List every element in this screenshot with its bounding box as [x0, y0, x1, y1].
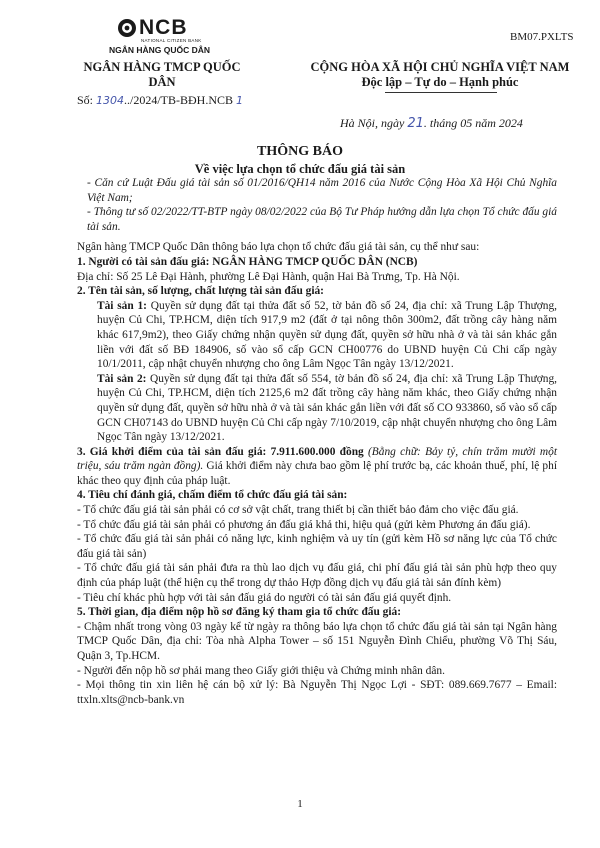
date-prefix: Hà Nội, ngày — [340, 116, 405, 130]
price-in-words: (Bằng chữ: Bảy tỷ, chín trăm mười một triệu, sáu trăm ngàn đồng). — [77, 445, 557, 473]
section-3-paragraph — [77, 445, 557, 489]
criteria-item: - Tổ chức đấu giá tài sản phải có năng lực, kinh nghiệm và uy tín (gửi kèm Hồ sơ năng lực của Tổ chức đấu giá tài sản) — [77, 533, 557, 560]
intro-paragraph: Ngân hàng TMCP Quốc Dân thông báo lựa chọn tổ chức đấu giá tài sản, cụ thể như sau: — [77, 241, 480, 254]
logo-tagline: NATIONAL CITIZEN BANK — [141, 38, 202, 43]
form-code: BM07.PXLTS — [510, 31, 574, 43]
date-line — [340, 116, 523, 131]
asset-2-label: Tài sản 2: — [97, 372, 147, 385]
ncb-logo — [105, 14, 225, 58]
date-day-handwritten: 21 — [407, 116, 424, 131]
motto-underline — [385, 92, 497, 93]
page-number: 1 — [297, 798, 303, 810]
basis-2: - Thông tư số 02/2022/TT-BTP ngày 08/02/2022 của Bộ Tư Pháp hướng dẫn lựa chọn Tổ chức đấu giá tài sản. — [87, 206, 557, 233]
criteria-item: - Tiêu chí khác phù hợp với tài sản đấu giá do người có tài sản đấu giá quyết định. — [77, 591, 452, 604]
motto: Độc lập – Tự do – Hạnh phúc — [361, 75, 519, 89]
submission-item: - Chậm nhất trong vòng 03 ngày kể từ ngày ra thông báo lựa chọn tổ chức đấu giá tài sản tại Ngân hàng TMCP Quốc Dân, địa chỉ: Tòa nhà Alpha Tower – số 151 Nguyễn Đình Chiểu, phường Võ Thị Sáu, Quận 3, Tp.HCM. — [77, 620, 557, 662]
asset-1-text: Quyền sử dụng đất tại thửa đất số 52, tờ bản đồ số 24, địa chỉ: xã Trung Lập Thượng, huyện Củ Chi, TP.HCM, diện tích 917,9 m2 (đất ở tại nông thôn 300m2, đất trồng cây hàng năm khác 617,9m2), theo Giấy chứng nhận quyền sử dụng đất, quyền sở hữu nhà ở và tài sản khác gắn liền với đất số BĐ 184906, số vào sổ cấp GCN CH00776 do UBND huyện Củ Chi cấp ngày 10/1/2011, cập nhật chuyển nhượng cho ông Lâm Ngọc Tân ngày 13/12/2021. — [97, 299, 558, 371]
asset-2-paragraph — [77, 372, 557, 445]
section-1-address: Địa chỉ: Số 25 Lê Đại Hành, phường Lê Đại Hành, quận Hai Bà Trưng, Tp. Hà Nội. — [77, 270, 460, 283]
logo-subtitle: NGÂN HÀNG QUỐC DÂN — [109, 45, 211, 55]
asset-1-paragraph — [77, 299, 557, 372]
org-name: NGÂN HÀNG TMCP QUỐC DÂN — [83, 60, 241, 89]
basis-1: - Căn cứ Luật Đấu giá tài sản số 01/2016/QH14 năm 2016 của Nước Cộng Hòa Xã Hội Chủ Nghĩa Việt Nam; — [87, 177, 557, 204]
submission-item: - Mọi thông tin xin liên hệ cán bộ xử lý: Bà Nguyễn Thị Ngọc Lợi - SĐT: 089.669.7677 – Email: ttxln.xlts@ncb-bank.vn — [77, 679, 557, 706]
asset-1-label: Tài sản 1: — [97, 299, 147, 312]
section-2-heading: 2. Tên tài sản, số lượng, chất lượng tài sản đấu giá: — [77, 285, 324, 298]
asset-2-text: Quyền sử dụng đất tại thửa đất số 554, tờ bản đồ số 24, địa chỉ: xã Trung Lập Thượng, huyện Củ Chi, TP.HCM, diện tích 2125,6 m2 đất trồng cây hàng năm khác, theo Giấy chứng nhận quyền sử dụng đất, quyền sở hữu nhà ở và tài sản khác gắn liền với đất số CO 933860, số vào sổ cấp GCN CH07143 do UBND huyện Củ Chi cấp ngày 7/10/2019, cập nhật chuyển nhượng cho ông Lâm Ngọc Tân ngày 13/12/2021. — [97, 372, 557, 444]
state-name: CỘNG HÒA XÃ HỘI CHỦ NGHĨA VIỆT NAM — [310, 60, 570, 74]
document-body — [77, 176, 557, 707]
date-suffix: . tháng 05 năm 2024 — [423, 116, 523, 130]
criteria-item: - Tổ chức đấu giá tài sản phải đưa ra thù lao dịch vụ đấu giá, chi phí đấu giá tài sản phù hợp theo quy định của pháp luật (thể hiện cụ thể trong dự thảo Hợp đồng dịch vụ đấu giá tài sản đính kèm) — [77, 562, 557, 590]
doc-no-suffix: ../2024/TB-BĐH.NCB — [124, 93, 234, 107]
document-number — [77, 93, 243, 108]
doc-no-handwritten: 1304 — [96, 94, 125, 107]
section-5-heading: 5. Thời gian, địa điểm nộp hồ sơ đăng ký tham gia tổ chức đấu giá: — [77, 606, 402, 619]
document-title: THÔNG BÁO — [257, 144, 343, 159]
document-subtitle: Về việc lựa chọn tổ chức đấu giá tài sản — [194, 162, 406, 176]
submission-item: - Người đến nộp hồ sơ phải mang theo Giấy giới thiệu và Chứng minh nhân dân. — [77, 664, 445, 677]
logo-text: NCB — [139, 16, 188, 39]
section-4-heading: 4. Tiêu chí đánh giá, chấm điểm tổ chức đấu giá tài sản: — [77, 489, 348, 502]
price-note: Giá khởi điểm này chưa bao gồm lệ phí trước bạ, các khoản thuế, phí, lệ phí khác theo quy định của pháp luật. — [77, 460, 557, 487]
criteria-item: - Tổ chức đấu giá tài sản phải có phương án đấu giá khả thi, hiệu quả (gửi kèm Phương án đấu giá). — [77, 518, 531, 531]
doc-no-prefix: Số: — [77, 93, 94, 107]
doc-no-handwritten-2: 1 — [236, 94, 244, 107]
section-1-heading: 1. Người có tài sản đấu giá: NGÂN HÀNG TMCP QUỐC DÂN (NCB) — [77, 255, 418, 268]
section-3-heading: 3. Giá khởi điểm của tài sản đấu giá: 7.911.600.000 đồng — [77, 445, 364, 458]
criteria-item: - Tổ chức đấu giá tài sản phải có cơ sở vật chất, trang thiết bị cần thiết bảo đảm cho việc đấu giá. — [77, 504, 519, 517]
